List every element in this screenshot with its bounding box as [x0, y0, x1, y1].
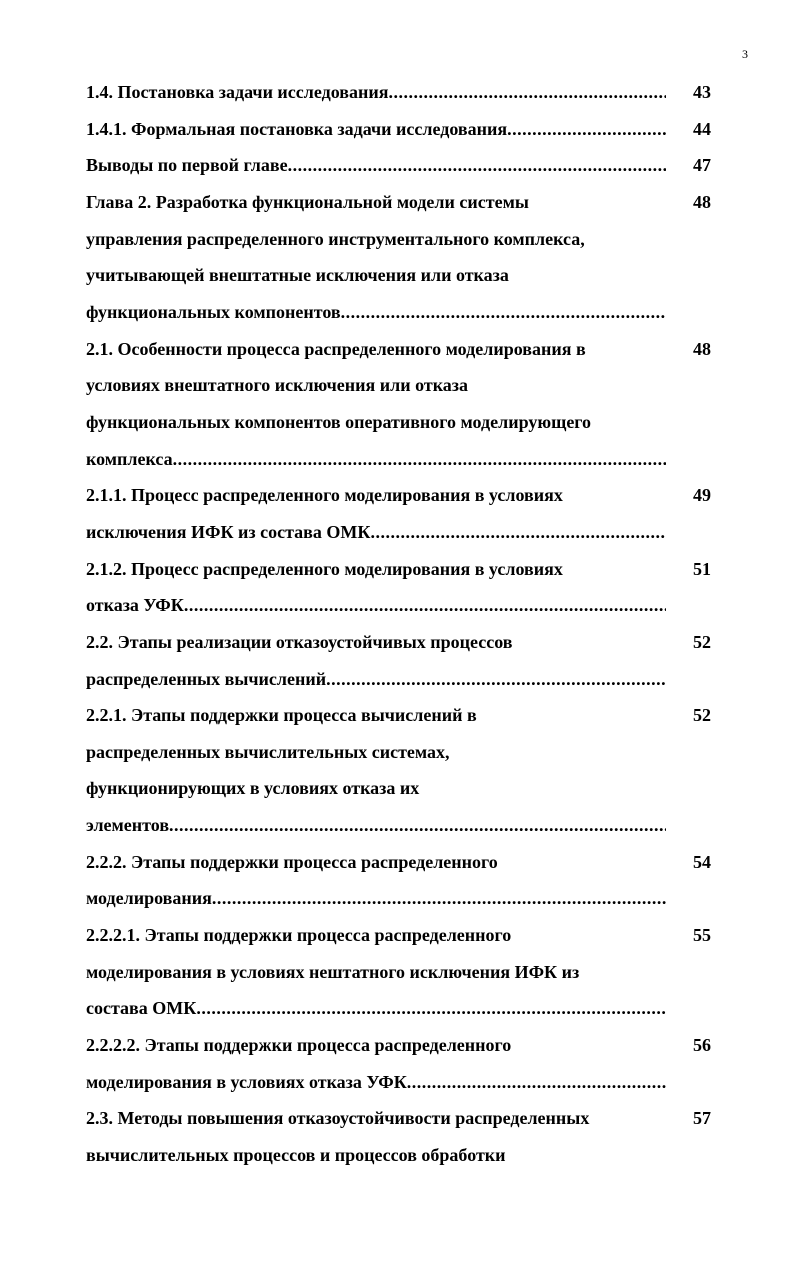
- toc-page-number: 43: [693, 82, 711, 102]
- toc-entry: [86, 628, 711, 701]
- toc-entry-text: управления распределенного инструментального комплекса,: [86, 228, 585, 249]
- dot-leader: [288, 151, 666, 188]
- toc-entry: [86, 555, 711, 628]
- toc-entry-line: [86, 921, 666, 958]
- toc-entry-line: [86, 1104, 666, 1141]
- toc-entry-text: состава ОМК: [86, 998, 197, 1019]
- toc-entry-text: 2.2.2.1. Этапы поддержки процесса распределенного: [86, 925, 512, 946]
- dot-leader: [341, 298, 666, 335]
- toc-entry-text: 2.1.2. Процесс распределенного моделирования в условиях: [86, 558, 563, 579]
- toc-entry-text: 2.2.2. Этапы поддержки процесса распределенного: [86, 851, 498, 872]
- toc-entry-text: исключения ИФК из состава ОМК: [86, 521, 371, 542]
- toc-entry-line: [86, 994, 666, 1031]
- toc-entry-text: 2.2.2.2. Этапы поддержки процесса распределенного: [86, 1035, 512, 1056]
- toc-entry-text: моделирования в условиях нештатного исключения ИФК из: [86, 961, 580, 982]
- toc-entry-text: функциональных компонентов: [86, 301, 341, 322]
- toc-page-number: 48: [693, 338, 711, 359]
- toc-entry-text: 1.4. Постановка задачи исследования: [86, 82, 389, 102]
- toc-entry-text: учитывающей внештатные исключения или отказа: [86, 265, 509, 286]
- toc-entry-line: [86, 958, 666, 995]
- toc-entry-line: [86, 115, 666, 152]
- toc-entry-line: [86, 774, 666, 811]
- toc-entry-line: [86, 884, 666, 921]
- toc-entry-text: распределенных вычислений: [86, 668, 327, 689]
- toc-entry-line: [86, 555, 666, 592]
- toc-page-number: 52: [693, 705, 711, 726]
- toc-entry-text: Глава 2. Разработка функциональной модели системы: [86, 191, 529, 212]
- toc-entry-line: [86, 591, 666, 628]
- toc-entry-line: [86, 665, 666, 702]
- toc-entry-text: распределенных вычислительных системах,: [86, 741, 450, 762]
- toc-entry-text: функциональных компонентов оперативного моделирующего: [86, 411, 592, 432]
- toc-entry-line: [86, 1068, 666, 1105]
- toc-entry-text: 1.4.1. Формальная постановка задачи исследования: [86, 118, 508, 139]
- toc-page-number: 51: [693, 558, 711, 579]
- toc-page-number: 47: [693, 155, 711, 176]
- toc-entry-line: [86, 701, 666, 738]
- toc-entry-text: 2.1. Особенности процесса распределенного моделирования в: [86, 338, 586, 359]
- toc-page-number: 54: [693, 851, 711, 872]
- dot-leader: [184, 591, 666, 628]
- toc-entry: [86, 78, 711, 115]
- toc-entry-line: [86, 298, 666, 335]
- toc-entry: [86, 701, 711, 848]
- dot-leader: [507, 115, 666, 152]
- toc-entry-text: 2.3. Методы повышения отказоустойчивости распределенных: [86, 1108, 590, 1129]
- toc-page-number: 52: [693, 631, 711, 652]
- toc-entry-text: условиях внештатного исключения или отказа: [86, 375, 469, 396]
- toc-entry-text: функционирующих в условиях отказа их: [86, 778, 420, 799]
- toc-page-number: 49: [693, 485, 711, 506]
- toc-entry-text: 2.2.1. Этапы поддержки процесса вычислений в: [86, 705, 477, 726]
- table-of-contents: [86, 78, 711, 1178]
- dot-leader: [169, 811, 666, 848]
- toc-entry-text: Выводы по первой главе: [86, 155, 288, 176]
- page-number: 3: [742, 47, 748, 61]
- toc-entry: [86, 848, 711, 921]
- toc-entry-line: [86, 335, 666, 372]
- toc-entry-line: [86, 1141, 666, 1178]
- dot-leader: [389, 78, 667, 115]
- toc-entry-line: [86, 518, 666, 555]
- toc-entry-line: [86, 261, 666, 298]
- toc-entry: [86, 115, 711, 152]
- toc-entry-line: [86, 445, 666, 482]
- toc-page-number: 55: [693, 925, 711, 946]
- toc-entry: [86, 151, 711, 188]
- toc-page-number: 57: [693, 1108, 711, 1129]
- toc-entry-text: отказа УФК: [86, 595, 184, 616]
- toc-entry: [86, 188, 711, 335]
- toc-page-number: 44: [693, 118, 711, 139]
- dot-leader: [407, 1068, 666, 1105]
- toc-entry-text: вычислительных процессов и процессов обработки: [86, 1145, 506, 1166]
- toc-entry-line: [86, 225, 666, 262]
- dot-leader: [326, 665, 666, 702]
- toc-entry-text: моделирования в условиях отказа УФК: [86, 1071, 407, 1092]
- toc-entry: [86, 921, 711, 1031]
- toc-page-number: 48: [693, 191, 711, 212]
- toc-entry-text: комплекса: [86, 448, 173, 469]
- toc-page-number: 56: [693, 1035, 711, 1056]
- toc-entry-line: [86, 811, 666, 848]
- dot-leader: [173, 445, 666, 482]
- toc-entry-line: [86, 1031, 666, 1068]
- toc-entry-line: [86, 371, 666, 408]
- toc-entry-line: [86, 738, 666, 775]
- toc-entry-text: моделирования: [86, 888, 212, 909]
- dot-leader: [212, 884, 666, 921]
- toc-entry: [86, 1031, 711, 1104]
- toc-entry-text: 2.1.1. Процесс распределенного моделирования в условиях: [86, 485, 563, 506]
- toc-entry-line: [86, 848, 666, 885]
- toc-entry-line: [86, 78, 666, 115]
- toc-entry-line: [86, 481, 666, 518]
- toc-entry-text: 2.2. Этапы реализации отказоустойчивых процессов: [86, 631, 513, 652]
- toc-entry-line: [86, 408, 666, 445]
- dot-leader: [196, 994, 666, 1031]
- toc-entry-line: [86, 151, 666, 188]
- toc-entry: [86, 1104, 711, 1177]
- toc-entry-text: элементов: [86, 815, 170, 836]
- dot-leader: [370, 518, 666, 555]
- toc-entry: [86, 481, 711, 554]
- toc-entry: [86, 335, 711, 482]
- toc-entry-line: [86, 188, 666, 225]
- toc-entry-line: [86, 628, 666, 665]
